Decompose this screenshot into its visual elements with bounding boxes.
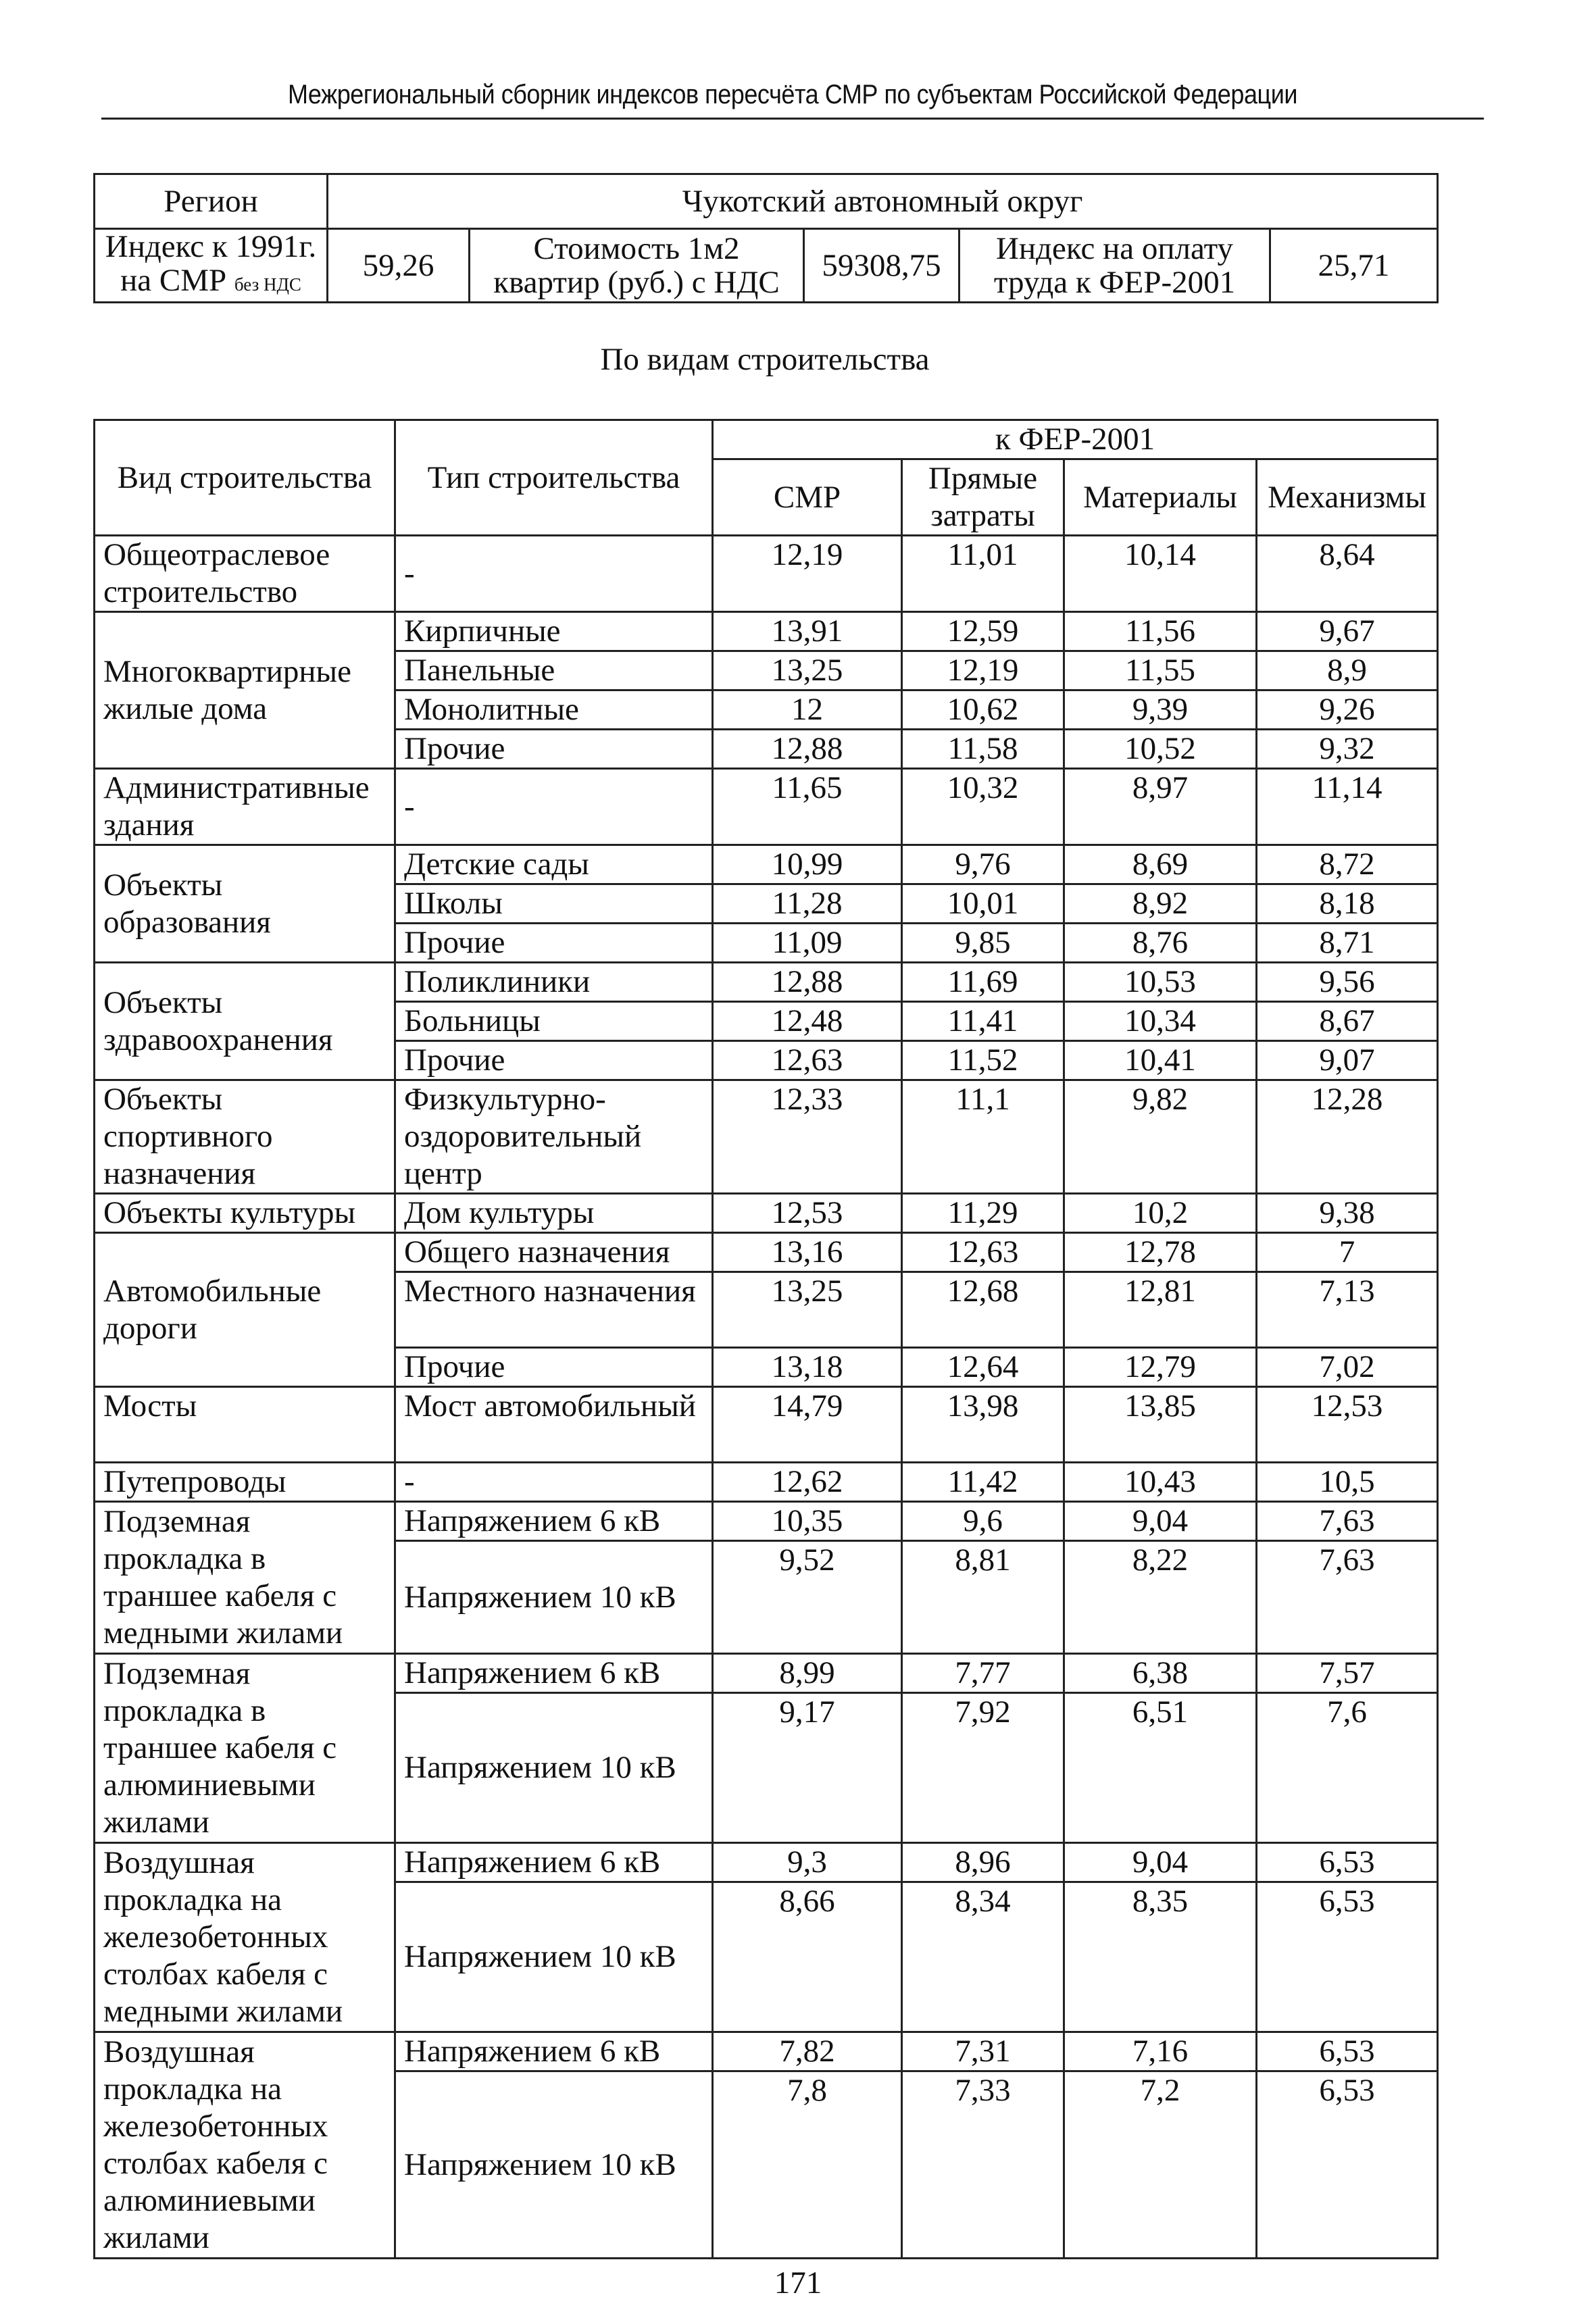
value-materialy: 7,16 [1064, 2032, 1257, 2071]
value-pryamye: 10,32 [902, 769, 1064, 845]
construction-kind: Объекты образования [95, 845, 395, 963]
value-materialy: 9,04 [1064, 1843, 1257, 1882]
header-rule [101, 118, 1484, 120]
value-mehanizmy: 6,53 [1257, 2071, 1438, 2259]
value-pryamye: 11,58 [902, 730, 1064, 769]
value-materialy: 8,76 [1064, 924, 1257, 963]
value-pryamye: 12,63 [902, 1233, 1064, 1272]
col-header-materialy: Материалы [1064, 459, 1257, 536]
table-row [95, 536, 1438, 612]
construction-index-table [93, 419, 1439, 2259]
value-mehanizmy: 9,67 [1257, 612, 1438, 651]
value-materialy: 10,53 [1064, 963, 1257, 1002]
cost-label-line2: квартир (руб.) с НДС [493, 265, 780, 300]
construction-kind: Объекты здравоохранения [95, 963, 395, 1080]
value-smr: 12,48 [713, 1002, 902, 1041]
labor-label-line2: труда к ФЕР-2001 [993, 265, 1236, 300]
value-smr: 9,17 [713, 1693, 902, 1843]
value-pryamye: 10,62 [902, 690, 1064, 730]
construction-type: Напряжением 10 кВ [395, 1693, 713, 1843]
value-materialy: 12,81 [1064, 1272, 1257, 1348]
value-materialy: 10,43 [1064, 1463, 1257, 1502]
region-value: Чукотский автономный округ [328, 174, 1438, 229]
value-smr: 14,79 [713, 1387, 902, 1463]
value-smr: 13,25 [713, 1272, 902, 1348]
value-pryamye: 7,33 [902, 2071, 1064, 2259]
construction-type: Физкультурно-оздоровительный центр [395, 1080, 713, 1194]
table-row [95, 1080, 1438, 1194]
construction-type: Напряжением 6 кВ [395, 1654, 713, 1693]
value-materialy: 6,38 [1064, 1654, 1257, 1693]
construction-type: Панельные [395, 651, 713, 690]
value-materialy: 8,35 [1064, 1882, 1257, 2032]
value-pryamye: 9,85 [902, 924, 1064, 963]
construction-type: Напряжением 10 кВ [395, 1882, 713, 2032]
value-materialy: 6,51 [1064, 1693, 1257, 1843]
construction-type: Прочие [395, 730, 713, 769]
construction-type: Мост автомобильный [395, 1387, 713, 1463]
value-materialy: 7,2 [1064, 2071, 1257, 2259]
value-smr: 12,88 [713, 963, 902, 1002]
value-pryamye: 11,42 [902, 1463, 1064, 1502]
value-pryamye: 11,52 [902, 1041, 1064, 1080]
value-mehanizmy: 12,28 [1257, 1080, 1438, 1194]
value-mehanizmy: 7 [1257, 1233, 1438, 1272]
value-materialy: 12,79 [1064, 1348, 1257, 1387]
value-mehanizmy: 7,02 [1257, 1348, 1438, 1387]
value-mehanizmy: 8,18 [1257, 884, 1438, 924]
value-mehanizmy: 10,5 [1257, 1463, 1438, 1502]
value-mehanizmy: 8,71 [1257, 924, 1438, 963]
construction-type: Монолитные [395, 690, 713, 730]
value-smr: 13,25 [713, 651, 902, 690]
col-group-header: к ФЕР-2001 [713, 420, 1438, 459]
value-pryamye: 7,92 [902, 1693, 1064, 1843]
value-materialy: 9,82 [1064, 1080, 1257, 1194]
page-number: 171 [774, 2265, 822, 2300]
value-smr: 12 [713, 690, 902, 730]
value-materialy: 9,04 [1064, 1502, 1257, 1541]
table-row [95, 1194, 1438, 1233]
value-materialy: 11,55 [1064, 651, 1257, 690]
value-pryamye: 12,19 [902, 651, 1064, 690]
labor-label [959, 229, 1270, 303]
value-mehanizmy: 7,63 [1257, 1541, 1438, 1654]
value-pryamye: 11,1 [902, 1080, 1064, 1194]
value-mehanizmy: 7,13 [1257, 1272, 1438, 1348]
construction-type: Напряжением 10 кВ [395, 2071, 713, 2259]
cost-value: 59308,75 [804, 229, 959, 303]
value-smr: 12,62 [713, 1463, 902, 1502]
page-header: Межрегиональный сборник индексов пересчёта СМР по субъектам Российской Федерации [287, 80, 1298, 109]
construction-type: - [395, 1463, 713, 1502]
col-header-pryamye: Прямые затраты [902, 459, 1064, 536]
value-smr: 9,52 [713, 1541, 902, 1654]
table-row [95, 1843, 1438, 1882]
value-mehanizmy: 9,32 [1257, 730, 1438, 769]
value-materialy: 10,14 [1064, 536, 1257, 612]
table-row [95, 2032, 1438, 2071]
value-materialy: 8,97 [1064, 769, 1257, 845]
col-header-vid: Вид строительства [95, 420, 395, 536]
construction-type: Поликлиники [395, 963, 713, 1002]
col-header-mehanizmy: Механизмы [1257, 459, 1438, 536]
table-row [95, 769, 1438, 845]
value-materialy: 8,92 [1064, 884, 1257, 924]
construction-kind: Административные здания [95, 769, 395, 845]
value-smr: 7,8 [713, 2071, 902, 2259]
value-smr: 11,65 [713, 769, 902, 845]
table-row [95, 1654, 1438, 1693]
value-mehanizmy: 8,72 [1257, 845, 1438, 884]
value-smr: 13,18 [713, 1348, 902, 1387]
value-mehanizmy: 9,26 [1257, 690, 1438, 730]
value-smr: 8,66 [713, 1882, 902, 2032]
value-mehanizmy: 6,53 [1257, 2032, 1438, 2071]
value-smr: 10,35 [713, 1502, 902, 1541]
value-pryamye: 9,6 [902, 1502, 1064, 1541]
construction-type: Прочие [395, 1041, 713, 1080]
value-mehanizmy: 12,53 [1257, 1387, 1438, 1463]
value-materialy: 10,2 [1064, 1194, 1257, 1233]
value-materialy: 12,78 [1064, 1233, 1257, 1272]
value-pryamye: 8,96 [902, 1843, 1064, 1882]
index-label [95, 229, 328, 303]
table-row [95, 1463, 1438, 1502]
value-pryamye: 9,76 [902, 845, 1064, 884]
value-mehanizmy: 8,67 [1257, 1002, 1438, 1041]
value-mehanizmy: 8,9 [1257, 651, 1438, 690]
labor-value: 25,71 [1270, 229, 1438, 303]
value-pryamye: 7,31 [902, 2032, 1064, 2071]
value-pryamye: 8,34 [902, 1882, 1064, 2032]
value-smr: 11,28 [713, 884, 902, 924]
construction-type: Прочие [395, 1348, 713, 1387]
value-materialy: 9,39 [1064, 690, 1257, 730]
value-smr: 13,91 [713, 612, 902, 651]
value-smr: 11,09 [713, 924, 902, 963]
value-smr: 8,99 [713, 1654, 902, 1693]
value-mehanizmy: 8,64 [1257, 536, 1438, 612]
index-label-line2 [103, 263, 318, 301]
index-label-small: без НДС [234, 274, 301, 295]
construction-type: Напряжением 6 кВ [395, 1502, 713, 1541]
table-row [95, 1233, 1438, 1272]
value-smr: 10,99 [713, 845, 902, 884]
construction-type: Напряжением 10 кВ [395, 1541, 713, 1654]
construction-kind: Многоквартирные жилые дома [95, 612, 395, 769]
value-pryamye: 11,41 [902, 1002, 1064, 1041]
index-label-line1: Индекс к 1991г. [105, 229, 317, 264]
value-materialy: 13,85 [1064, 1387, 1257, 1463]
table-row [95, 612, 1438, 651]
value-mehanizmy: 7,57 [1257, 1654, 1438, 1693]
value-pryamye: 8,81 [902, 1541, 1064, 1654]
value-materialy: 11,56 [1064, 612, 1257, 651]
construction-kind: Воздушная прокладка на железобетонных столбах кабеля с медными жилами [95, 1843, 395, 2032]
value-smr: 9,3 [713, 1843, 902, 1882]
col-header-tip: Тип строительства [395, 420, 713, 536]
construction-type: Напряжением 6 кВ [395, 2032, 713, 2071]
index-value: 59,26 [328, 229, 470, 303]
construction-type: - [395, 536, 713, 612]
construction-type: Кирпичные [395, 612, 713, 651]
value-pryamye: 11,69 [902, 963, 1064, 1002]
construction-kind: Путепроводы [95, 1463, 395, 1502]
value-smr: 12,53 [713, 1194, 902, 1233]
construction-kind: Автомобильные дороги [95, 1233, 395, 1387]
construction-kind: Объекты культуры [95, 1194, 395, 1233]
table-row [95, 845, 1438, 884]
labor-label-line1: Индекс на оплату [995, 231, 1234, 266]
construction-type: Прочие [395, 924, 713, 963]
table-row [95, 1502, 1438, 1541]
value-smr: 12,33 [713, 1080, 902, 1194]
value-pryamye: 7,77 [902, 1654, 1064, 1693]
value-pryamye: 10,01 [902, 884, 1064, 924]
value-mehanizmy: 6,53 [1257, 1843, 1438, 1882]
value-smr: 12,63 [713, 1041, 902, 1080]
construction-type: Местного назначения [395, 1272, 713, 1348]
table-row [95, 963, 1438, 1002]
construction-type: Напряжением 6 кВ [395, 1843, 713, 1882]
value-mehanizmy: 9,07 [1257, 1041, 1438, 1080]
construction-type: - [395, 769, 713, 845]
subtitle: По видам строительства [600, 342, 930, 377]
value-smr: 13,16 [713, 1233, 902, 1272]
cost-label-line1: Стоимость 1м2 [533, 231, 740, 266]
value-smr: 7,82 [713, 2032, 902, 2071]
construction-type: Общего назначения [395, 1233, 713, 1272]
construction-type: Дом культуры [395, 1194, 713, 1233]
construction-kind: Общеотраслевое строительство [95, 536, 395, 612]
table-row [95, 1387, 1438, 1463]
value-mehanizmy: 9,38 [1257, 1194, 1438, 1233]
value-materialy: 10,52 [1064, 730, 1257, 769]
value-materialy: 8,22 [1064, 1541, 1257, 1654]
value-materialy: 10,34 [1064, 1002, 1257, 1041]
value-smr: 12,19 [713, 536, 902, 612]
value-pryamye: 13,98 [902, 1387, 1064, 1463]
cost-label [470, 229, 804, 303]
construction-type: Детские сады [395, 845, 713, 884]
region-label: Регион [95, 174, 328, 229]
construction-kind: Воздушная прокладка на железобетонных столбах кабеля с алюминиевыми жилами [95, 2032, 395, 2259]
construction-kind: Объекты спортивного назначения [95, 1080, 395, 1194]
value-mehanizmy: 9,56 [1257, 963, 1438, 1002]
region-table [93, 173, 1439, 303]
value-pryamye: 12,64 [902, 1348, 1064, 1387]
value-pryamye: 11,01 [902, 536, 1064, 612]
construction-type: Больницы [395, 1002, 713, 1041]
value-mehanizmy: 7,63 [1257, 1502, 1438, 1541]
value-materialy: 8,69 [1064, 845, 1257, 884]
construction-kind: Мосты [95, 1387, 395, 1463]
value-pryamye: 11,29 [902, 1194, 1064, 1233]
construction-type: Школы [395, 884, 713, 924]
value-pryamye: 12,59 [902, 612, 1064, 651]
value-mehanizmy: 7,6 [1257, 1693, 1438, 1843]
value-smr: 12,88 [713, 730, 902, 769]
construction-kind: Подземная прокладка в траншее кабеля с алюминиевыми жилами [95, 1654, 395, 1843]
value-materialy: 10,41 [1064, 1041, 1257, 1080]
value-pryamye: 12,68 [902, 1272, 1064, 1348]
col-header-smr: СМР [713, 459, 902, 536]
index-label-smr: на СМР [120, 263, 227, 298]
construction-kind: Подземная прокладка в траншее кабеля с медными жилами [95, 1502, 395, 1654]
value-mehanizmy: 11,14 [1257, 769, 1438, 845]
value-mehanizmy: 6,53 [1257, 1882, 1438, 2032]
